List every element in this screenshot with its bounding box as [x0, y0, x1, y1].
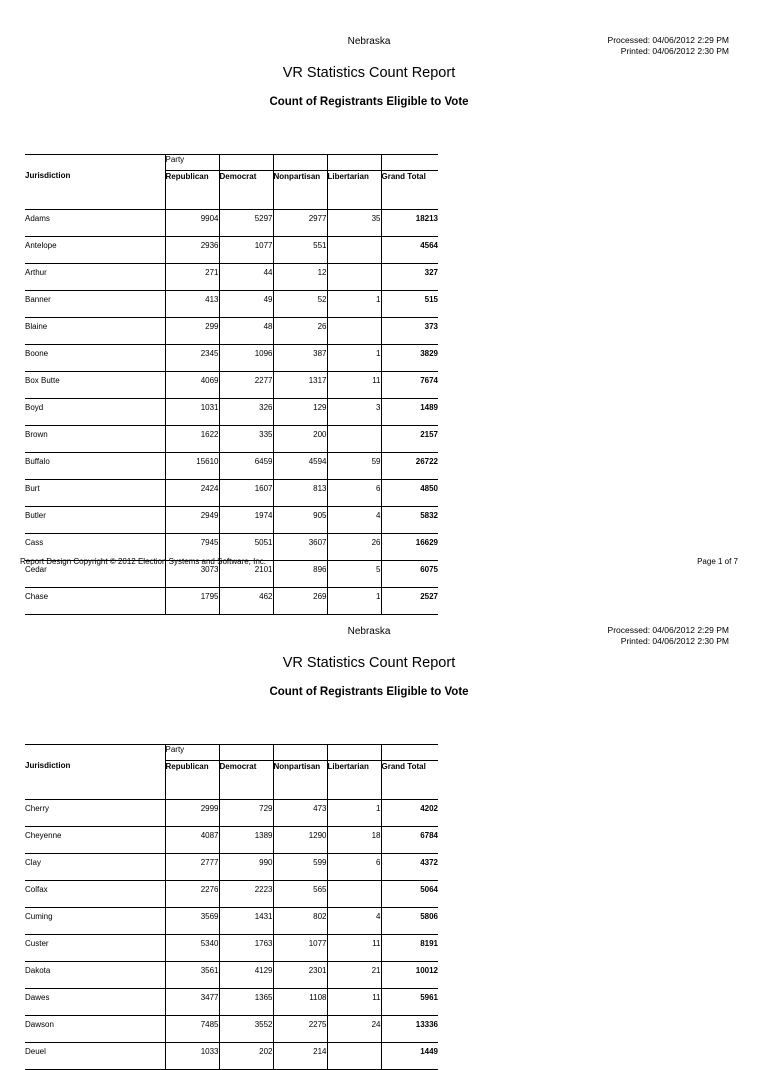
processed-timestamp: Processed: 04/06/2012 2:29 PM — [607, 625, 729, 635]
table-row — [25, 425, 438, 452]
party-header-cell — [273, 745, 327, 761]
grand-total-cell: 18213 — [381, 209, 438, 236]
party-header-cell — [381, 745, 438, 761]
jurisdiction-cell: Colfax — [25, 880, 165, 907]
party-header-cell — [219, 745, 273, 761]
grand-total-cell: 2527 — [381, 587, 438, 614]
grand-total-cell: 10012 — [381, 961, 438, 988]
report-state: Nebraska — [347, 36, 391, 47]
party-count-cell: 49 — [219, 290, 273, 317]
party-count-cell: 413 — [165, 290, 219, 317]
party-count-cell: 1077 — [219, 236, 273, 263]
jurisdiction-cell: Antelope — [25, 236, 165, 263]
party-count-cell: 4 — [327, 907, 381, 934]
jurisdiction-header-top — [25, 155, 165, 171]
processed-printed-stamp — [608, 35, 729, 57]
party-count-cell: 2999 — [165, 799, 219, 826]
grand-total-cell: 515 — [381, 290, 438, 317]
grand-total-cell: 16629 — [381, 533, 438, 560]
party-count-cell: 4594 — [273, 452, 327, 479]
column-header: Jurisdiction — [25, 170, 165, 209]
party-count-cell: 335 — [219, 425, 273, 452]
party-label: Party — [165, 155, 219, 171]
jurisdiction-cell: Custer — [25, 934, 165, 961]
party-count-cell: 2345 — [165, 344, 219, 371]
column-header: Libertarian — [327, 170, 381, 209]
party-header-cell — [327, 155, 381, 171]
table-row — [25, 506, 438, 533]
table-row — [25, 880, 438, 907]
party-count-cell: 35 — [327, 209, 381, 236]
party-count-cell — [327, 317, 381, 344]
party-count-cell: 4069 — [165, 371, 219, 398]
party-count-cell: 1431 — [219, 907, 273, 934]
party-count-cell: 2277 — [219, 371, 273, 398]
grand-total-cell: 3829 — [381, 344, 438, 371]
party-count-cell: 12 — [273, 263, 327, 290]
party-count-cell: 1763 — [219, 934, 273, 961]
column-header: Nonpartisan — [273, 760, 327, 799]
party-count-cell: 52 — [273, 290, 327, 317]
party-count-cell: 11 — [327, 934, 381, 961]
column-header: Republican — [165, 760, 219, 799]
copyright-footer: Report Design Copyright © 2012 Election Systems and Software, Inc. — [20, 557, 267, 566]
party-count-cell: 4087 — [165, 826, 219, 853]
column-header: Libertarian — [327, 760, 381, 799]
party-count-cell: 3477 — [165, 988, 219, 1015]
party-count-cell: 1974 — [219, 506, 273, 533]
party-count-cell: 1607 — [219, 479, 273, 506]
grand-total-cell: 8191 — [381, 934, 438, 961]
table-row — [25, 209, 438, 236]
printed-timestamp: Printed: 04/06/2012 2:30 PM — [620, 46, 729, 56]
party-count-cell: 813 — [273, 479, 327, 506]
party-count-cell: 11 — [327, 371, 381, 398]
grand-total-cell: 5064 — [381, 880, 438, 907]
table-row — [25, 533, 438, 560]
jurisdiction-cell: Adams — [25, 209, 165, 236]
grand-total-cell: 2157 — [381, 425, 438, 452]
table-row — [25, 934, 438, 961]
grand-total-cell: 5806 — [381, 907, 438, 934]
party-count-cell: 1077 — [273, 934, 327, 961]
jurisdiction-cell: Cheyenne — [25, 826, 165, 853]
table-row — [25, 317, 438, 344]
report-state: Nebraska — [347, 626, 391, 637]
grand-total-cell: 6784 — [381, 826, 438, 853]
page-number: Page 1 of 7 — [697, 557, 738, 566]
jurisdiction-cell: Clay — [25, 853, 165, 880]
party-count-cell: 7945 — [165, 533, 219, 560]
party-count-cell: 44 — [219, 263, 273, 290]
column-header: Democrat — [219, 760, 273, 799]
party-header-row — [25, 155, 438, 171]
column-header: Grand Total — [381, 760, 438, 799]
party-header-cell — [273, 155, 327, 171]
party-count-cell: 6 — [327, 479, 381, 506]
party-count-cell: 1389 — [219, 826, 273, 853]
table-row — [25, 907, 438, 934]
party-count-cell: 11 — [327, 988, 381, 1015]
grand-total-cell: 4372 — [381, 853, 438, 880]
column-header: Jurisdiction — [25, 760, 165, 799]
party-count-cell: 905 — [273, 506, 327, 533]
jurisdiction-cell: Arthur — [25, 263, 165, 290]
party-count-cell: 5297 — [219, 209, 273, 236]
table-row — [25, 988, 438, 1015]
party-count-cell: 3552 — [219, 1015, 273, 1042]
registrants-table — [25, 154, 438, 615]
jurisdiction-cell: Cherry — [25, 799, 165, 826]
party-count-cell: 2949 — [165, 506, 219, 533]
party-count-cell: 802 — [273, 907, 327, 934]
party-count-cell: 2301 — [273, 961, 327, 988]
jurisdiction-cell: Butler — [25, 506, 165, 533]
party-count-cell: 1290 — [273, 826, 327, 853]
party-count-cell: 26 — [273, 317, 327, 344]
table-row — [25, 371, 438, 398]
grand-total-cell: 4564 — [381, 236, 438, 263]
party-count-cell: 1622 — [165, 425, 219, 452]
party-count-cell: 5051 — [219, 533, 273, 560]
party-count-cell: 2223 — [219, 880, 273, 907]
table-row — [25, 398, 438, 425]
party-label: Party — [165, 745, 219, 761]
table-row — [25, 479, 438, 506]
party-count-cell: 1 — [327, 290, 381, 317]
column-header: Republican — [165, 170, 219, 209]
table-row — [25, 344, 438, 371]
jurisdiction-cell: Chase — [25, 587, 165, 614]
jurisdiction-cell: Deuel — [25, 1042, 165, 1069]
party-count-cell: 1033 — [165, 1042, 219, 1069]
party-count-cell — [327, 880, 381, 907]
party-count-cell: 3073 — [165, 560, 219, 587]
table-row — [25, 853, 438, 880]
jurisdiction-cell: Blaine — [25, 317, 165, 344]
table-row — [25, 452, 438, 479]
party-count-cell: 7485 — [165, 1015, 219, 1042]
jurisdiction-cell: Brown — [25, 425, 165, 452]
party-count-cell: 1108 — [273, 988, 327, 1015]
jurisdiction-cell: Buffalo — [25, 452, 165, 479]
party-count-cell: 2276 — [165, 880, 219, 907]
column-header: Grand Total — [381, 170, 438, 209]
party-count-cell: 473 — [273, 799, 327, 826]
jurisdiction-cell: Burt — [25, 479, 165, 506]
party-count-cell — [327, 1042, 381, 1069]
party-count-cell: 9904 — [165, 209, 219, 236]
party-header-cell — [381, 155, 438, 171]
party-count-cell: 551 — [273, 236, 327, 263]
report-subtitle: Count of Registrants Eligible to Vote — [269, 686, 469, 698]
party-count-cell: 1 — [327, 344, 381, 371]
grand-total-cell: 1449 — [381, 1042, 438, 1069]
grand-total-cell: 13336 — [381, 1015, 438, 1042]
grand-total-cell: 1489 — [381, 398, 438, 425]
party-count-cell: 6459 — [219, 452, 273, 479]
party-count-cell: 1365 — [219, 988, 273, 1015]
grand-total-cell: 4850 — [381, 479, 438, 506]
table-row — [25, 263, 438, 290]
party-count-cell: 1 — [327, 799, 381, 826]
party-count-cell: 2977 — [273, 209, 327, 236]
party-count-cell — [327, 263, 381, 290]
party-count-cell: 2275 — [273, 1015, 327, 1042]
party-count-cell: 129 — [273, 398, 327, 425]
table-row — [25, 290, 438, 317]
registrants-table — [25, 744, 438, 1070]
report-title: VR Statistics Count Report — [282, 655, 456, 671]
party-count-cell: 387 — [273, 344, 327, 371]
table-row — [25, 826, 438, 853]
party-count-cell: 299 — [165, 317, 219, 344]
column-header: Democrat — [219, 170, 273, 209]
grand-total-cell: 7674 — [381, 371, 438, 398]
party-count-cell: 3569 — [165, 907, 219, 934]
party-header-row — [25, 745, 438, 761]
jurisdiction-cell: Cedar — [25, 560, 165, 587]
party-count-cell: 5340 — [165, 934, 219, 961]
party-count-cell: 1317 — [273, 371, 327, 398]
jurisdiction-cell: Dawes — [25, 988, 165, 1015]
party-count-cell: 1031 — [165, 398, 219, 425]
party-count-cell: 2936 — [165, 236, 219, 263]
party-count-cell: 3561 — [165, 961, 219, 988]
party-count-cell: 6 — [327, 853, 381, 880]
party-count-cell: 2424 — [165, 479, 219, 506]
party-count-cell: 26 — [327, 533, 381, 560]
party-count-cell: 5 — [327, 560, 381, 587]
party-count-cell: 200 — [273, 425, 327, 452]
party-count-cell: 18 — [327, 826, 381, 853]
party-header-cell — [219, 155, 273, 171]
party-header-cell — [327, 745, 381, 761]
grand-total-cell: 4202 — [381, 799, 438, 826]
jurisdiction-cell: Box Butte — [25, 371, 165, 398]
jurisdiction-cell: Banner — [25, 290, 165, 317]
party-count-cell: 896 — [273, 560, 327, 587]
party-count-cell: 326 — [219, 398, 273, 425]
table-row — [25, 1042, 438, 1069]
processed-timestamp: Processed: 04/06/2012 2:29 PM — [607, 35, 729, 45]
party-count-cell: 1795 — [165, 587, 219, 614]
report-subtitle: Count of Registrants Eligible to Vote — [269, 96, 469, 108]
jurisdiction-cell: Dawson — [25, 1015, 165, 1042]
jurisdiction-cell: Boone — [25, 344, 165, 371]
table-row — [25, 1015, 438, 1042]
table-row — [25, 236, 438, 263]
column-header-row — [25, 760, 438, 799]
party-count-cell: 1096 — [219, 344, 273, 371]
party-count-cell: 2101 — [219, 560, 273, 587]
party-count-cell: 24 — [327, 1015, 381, 1042]
column-header: Nonpartisan — [273, 170, 327, 209]
party-count-cell: 271 — [165, 263, 219, 290]
party-count-cell: 21 — [327, 961, 381, 988]
report-title: VR Statistics Count Report — [282, 65, 456, 81]
party-count-cell: 565 — [273, 880, 327, 907]
grand-total-cell: 373 — [381, 317, 438, 344]
party-count-cell: 1 — [327, 587, 381, 614]
processed-printed-stamp — [608, 625, 729, 647]
party-count-cell: 3607 — [273, 533, 327, 560]
party-count-cell: 15610 — [165, 452, 219, 479]
party-count-cell — [327, 236, 381, 263]
grand-total-cell: 327 — [381, 263, 438, 290]
party-count-cell: 202 — [219, 1042, 273, 1069]
party-count-cell: 729 — [219, 799, 273, 826]
party-count-cell: 4 — [327, 506, 381, 533]
grand-total-cell: 26722 — [381, 452, 438, 479]
party-count-cell: 48 — [219, 317, 273, 344]
party-count-cell: 59 — [327, 452, 381, 479]
printed-timestamp: Printed: 04/06/2012 2:30 PM — [620, 636, 729, 646]
grand-total-cell: 6075 — [381, 560, 438, 587]
jurisdiction-header-top — [25, 745, 165, 761]
grand-total-cell: 5961 — [381, 988, 438, 1015]
jurisdiction-cell: Cuming — [25, 907, 165, 934]
grand-total-cell: 5832 — [381, 506, 438, 533]
column-header-row — [25, 170, 438, 209]
party-count-cell — [327, 425, 381, 452]
party-count-cell: 990 — [219, 853, 273, 880]
report-page-2 — [0, 590, 768, 1056]
party-count-cell: 2777 — [165, 853, 219, 880]
party-count-cell: 3 — [327, 398, 381, 425]
jurisdiction-cell: Cass — [25, 533, 165, 560]
jurisdiction-cell: Boyd — [25, 398, 165, 425]
party-count-cell: 599 — [273, 853, 327, 880]
jurisdiction-cell: Dakota — [25, 961, 165, 988]
table-row — [25, 961, 438, 988]
party-count-cell: 462 — [219, 587, 273, 614]
table-row — [25, 799, 438, 826]
party-count-cell: 4129 — [219, 961, 273, 988]
party-count-cell: 269 — [273, 587, 327, 614]
party-count-cell: 214 — [273, 1042, 327, 1069]
